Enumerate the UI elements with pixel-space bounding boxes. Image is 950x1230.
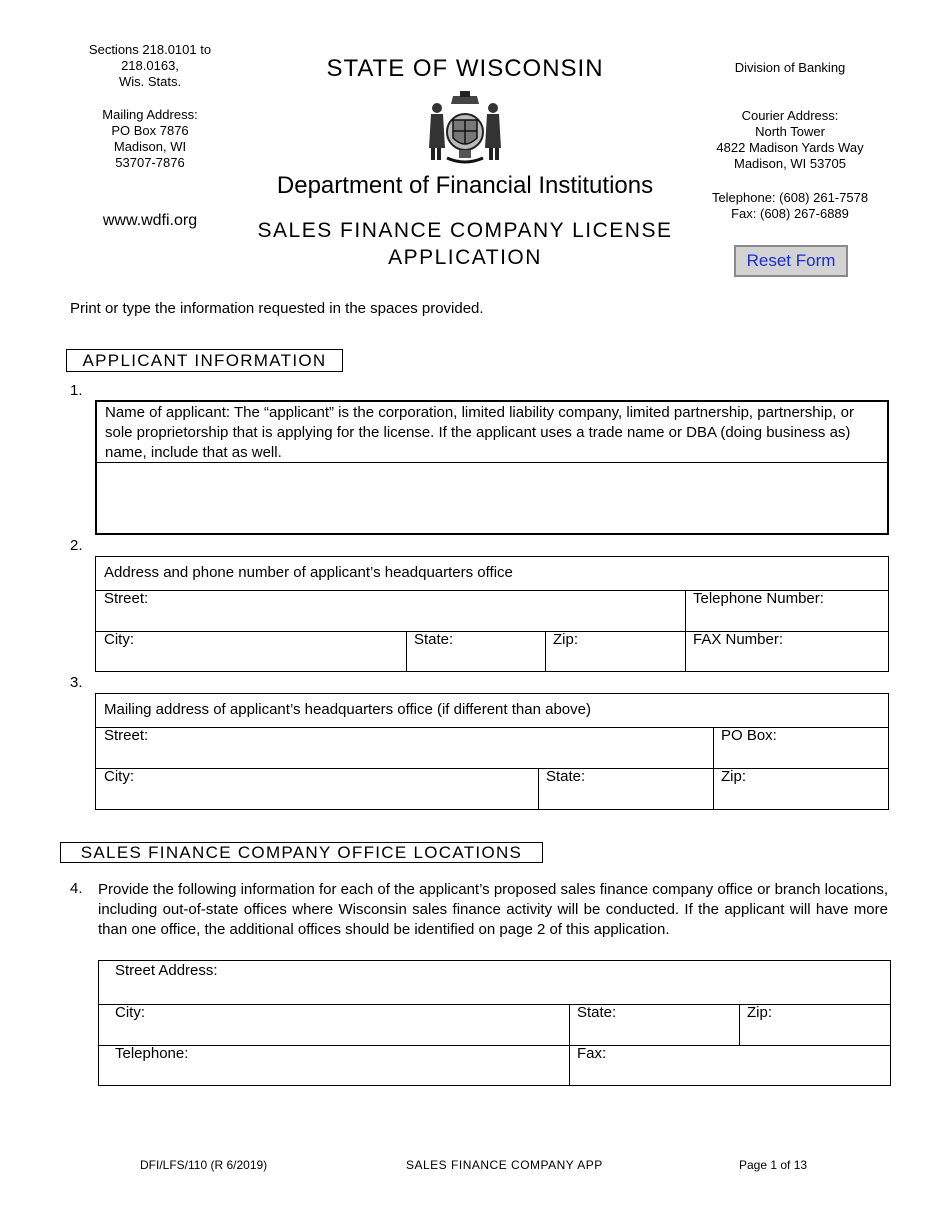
courier-address-line: 4822 Madison Yards Way	[716, 140, 864, 155]
headquarters-address-table	[95, 556, 889, 672]
statute-line: Sections 218.0101 to	[88, 42, 212, 57]
mailing-street-field[interactable]: Street:	[104, 727, 149, 744]
state-title: STATE OF WISCONSIN	[326, 55, 604, 82]
hq-telephone-field[interactable]: Telephone Number:	[693, 590, 824, 607]
applicant-name-table	[95, 400, 889, 535]
mailing-address-line: PO Box 7876	[111, 123, 189, 138]
section-header-office-locations: SALES FINANCE COMPANY OFFICE LOCATIONS	[60, 842, 543, 863]
form-id: DFI/LFS/110 (R 6/2019)	[140, 1158, 268, 1172]
statute-reference	[70, 42, 230, 171]
page-number: Page 1 of 13	[739, 1158, 808, 1172]
mailing-heading: Mailing address of applicant’s headquarters office (if different than above)	[104, 701, 591, 718]
reset-form-button[interactable]: Reset Form	[734, 245, 848, 277]
courier-address-line: Madison, WI 53705	[733, 156, 846, 171]
office-fax-field[interactable]: Fax:	[577, 1045, 607, 1062]
statute-line: Wis. Stats.	[118, 74, 182, 89]
mailing-pobox-field[interactable]: PO Box:	[721, 727, 777, 744]
office-city-field[interactable]: City:	[115, 1004, 145, 1021]
statute-line: 218.0163,	[121, 58, 179, 73]
applicant-name-field[interactable]	[99, 465, 885, 531]
question-number: 4.	[70, 880, 83, 897]
mailing-state-field[interactable]: State:	[546, 768, 586, 785]
telephone-number: Telephone: (608) 261-7578	[711, 190, 869, 205]
courier-address-label: Courier Address:	[741, 108, 839, 123]
state-seal-icon	[423, 88, 507, 168]
hq-fax-field[interactable]: FAX Number:	[693, 631, 784, 648]
office-location-table	[98, 960, 891, 1086]
form-name: SALES FINANCE COMPANY APP	[406, 1158, 603, 1172]
headquarters-heading: Address and phone number of applicant’s headquarters office	[104, 564, 513, 581]
mailing-address-label: Mailing Address:	[102, 107, 198, 122]
hq-street-field[interactable]: Street:	[104, 590, 149, 607]
applicant-name-label: Name of applicant: The “applicant” is the corporation, limited liability company, limited partnership, partnership, or sole proprietorship that is applying for the license. If the applicant uses a trade name or DBA (doing business as) name, include that as well.	[105, 404, 854, 461]
mailing-address-line: 53707-7876	[115, 155, 185, 170]
office-zip-field[interactable]: Zip:	[747, 1004, 773, 1021]
form-title-line: SALES FINANCE COMPANY LICENSE	[257, 219, 673, 242]
question-number: 1.	[70, 382, 83, 399]
form-title-line: APPLICATION	[388, 246, 542, 269]
mailing-address-table	[95, 693, 889, 810]
courier-address-line: North Tower	[755, 124, 825, 139]
hq-zip-field[interactable]: Zip:	[553, 631, 579, 648]
question-number: 2.	[70, 537, 83, 554]
mailing-city-field[interactable]: City:	[104, 768, 134, 785]
department-name: Department of Financial Institutions	[276, 172, 654, 199]
instructions-text: Print or type the information requested in the spaces provided.	[70, 300, 484, 317]
division-name: Division of Banking	[734, 60, 846, 75]
fax-number: Fax: (608) 267-6889	[731, 206, 849, 221]
contact-info	[700, 60, 880, 222]
hq-state-field[interactable]: State:	[414, 631, 454, 648]
office-street-field[interactable]: Street Address:	[115, 962, 218, 979]
mailing-address-line: Madison, WI	[113, 139, 187, 154]
form-title	[230, 217, 700, 271]
mailing-zip-field[interactable]: Zip:	[721, 768, 747, 785]
website-link[interactable]: www.wdfi.org	[102, 212, 198, 229]
question-number: 3.	[70, 674, 83, 691]
office-state-field[interactable]: State:	[577, 1004, 617, 1021]
office-telephone-field[interactable]: Telephone:	[115, 1045, 189, 1062]
office-locations-instructions: Provide the following information for each of the applicant’s proposed sales finance company office or branch locations, including out-of-state offices where Wisconsin sales finance activity will be conducted. If the applicant will have more than one office, the additional offices should be identified on page 2 of this application.	[98, 881, 888, 938]
hq-city-field[interactable]: City:	[104, 631, 134, 648]
section-header-applicant-information: APPLICANT INFORMATION	[66, 349, 343, 372]
